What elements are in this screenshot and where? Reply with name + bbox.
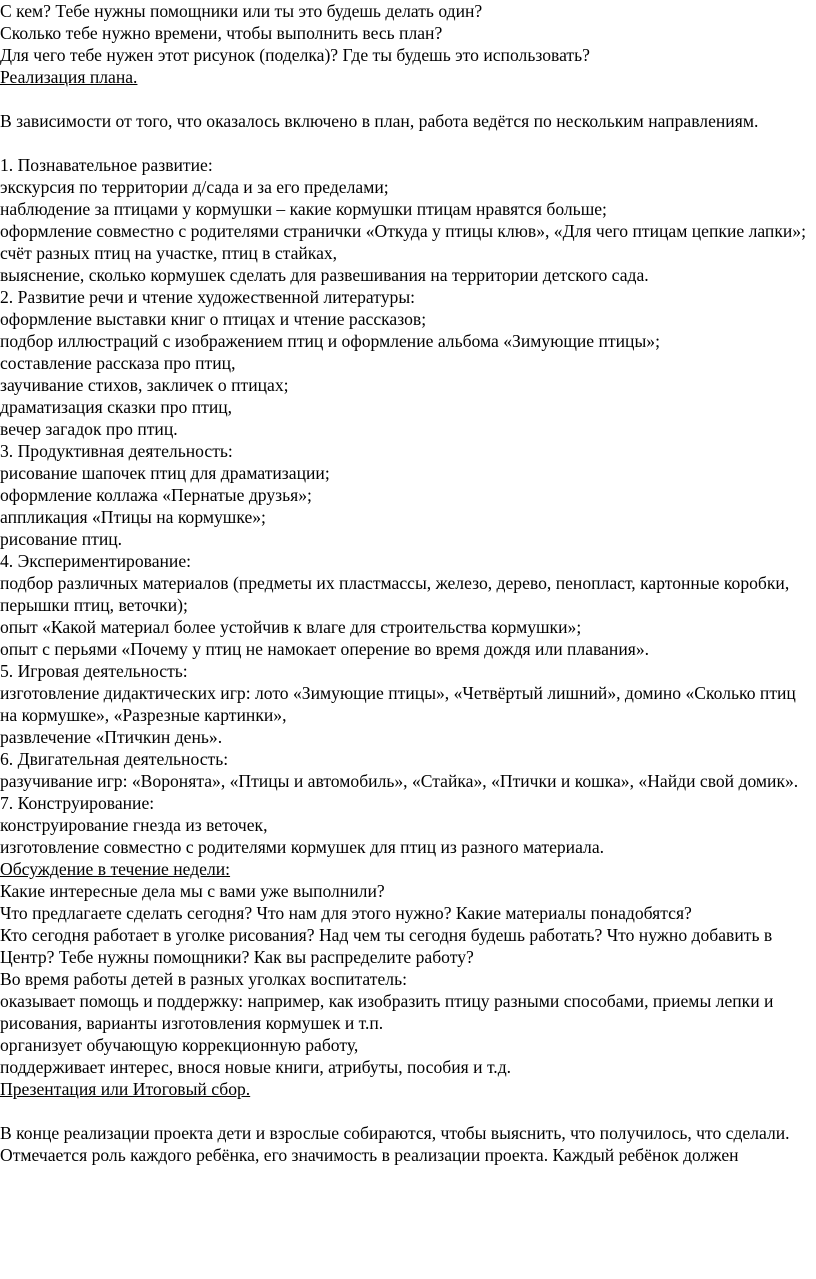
text-line: изготовление дидактических игр: лото «Зимующие птицы», «Четвёртый лишний», домино «Сколько птиц на кормушке», «Разрезные картинки», [0,683,796,725]
text-line: экскурсия по территории д/сада и за его пределами; [0,177,389,197]
list-heading: 4. Экспериментирование: [0,551,192,571]
text-line: выяснение, сколько кормушек сделать для развешивания на территории детского сада. [0,265,649,285]
text-line: организует обучающую коррекционную работу, [0,1035,359,1055]
text-line: заучивание стихов, закличек о птицах; [0,375,289,395]
text-line: оформление коллажа «Пернатые друзья»; [0,485,312,505]
list-heading: 2. Развитие речи и чтение художественной литературы: [0,287,416,307]
text-line: Для чего тебе нужен этот рисунок (поделка)? Где ты будешь это использовать? [0,45,590,65]
list-heading: 1. Познавательное развитие: [0,155,213,175]
text-line: рисование шапочек птиц для драматизации; [0,463,330,483]
list-heading: 6. Двигательная деятельность: [0,749,229,769]
text-line: развлечение «Птичкин день». [0,727,223,747]
text-line: Что предлагаете сделать сегодня? Что нам для этого нужно? Какие материалы понадобятся? [0,903,692,923]
text-line: С кем? Тебе нужны помощники или ты это будешь делать один? [0,1,483,21]
section-heading: Обсуждение в течение недели: [0,859,231,879]
section-heading: Реализация плана. [0,67,138,87]
text-line: конструирование гнезда из веточек, [0,815,268,835]
text-line: составление рассказа про птиц, [0,353,236,373]
list-heading: 5. Игровая деятельность: [0,661,188,681]
text-line: наблюдение за птицами у кормушки – какие кормушки птицам нравятся больше; [0,199,607,219]
text-line: подбор различных материалов (предметы их пластмассы, железо, дерево, пенопласт, картонные коробки, перышки птиц, веточки); [0,573,790,615]
text-line: В зависимости от того, что оказалось включено в план, работа ведётся по нескольким направлениям. [0,111,759,131]
text-line: разучивание игр: «Воронята», «Птицы и автомобиль», «Стайка», «Птички и кошка», «Найди свой домик». [0,771,799,791]
text-line: Во время работы детей в разных уголках воспитатель: [0,969,407,989]
text-line: подбор иллюстраций с изображением птиц и оформление альбома «Зимующие птицы»; [0,331,660,351]
text-line: рисование птиц. [0,529,123,549]
list-heading: 7. Конструирование: [0,793,155,813]
list-heading: 3. Продуктивная деятельность: [0,441,233,461]
text-line: оформление совместно с родителями странички «Откуда у птицы клюв», «Для чего птицам цепкие лапки»; [0,221,806,241]
text-line: драматизация сказки про птиц, [0,397,233,417]
text-line: счёт разных птиц на участке, птиц в стайках, [0,243,338,263]
text-line: поддерживает интерес, внося новые книги, атрибуты, пособия и т.д. [0,1057,512,1077]
text-line: опыт «Какой материал более устойчив к влаге для строительства кормушки»; [0,617,582,637]
blank-line [0,132,810,154]
blank-line [0,88,810,110]
text-line: аппликация «Птицы на кормушке»; [0,507,266,527]
text-line: Сколько тебе нужно времени, чтобы выполнить весь план? [0,23,443,43]
blank-line [0,1100,810,1122]
text-line: Отмечается роль каждого ребёнка, его значимость в реализации проекта. Каждый ребёнок должен [0,1145,739,1165]
text-line: оформление выставки книг о птицах и чтение рассказов; [0,309,427,329]
text-line: Кто сегодня работает в уголке рисования? Над чем ты сегодня будешь работать? Что нужно добавить в Центр? Тебе нужны помощники? Как вы распределите работу? [0,925,773,967]
text-line: В конце реализации проекта дети и взрослые собираются, чтобы выяснить, что получилось, что сделали. [0,1123,790,1143]
text-line: изготовление совместно с родителями кормушек для птиц из разного материала. [0,837,605,857]
section-heading: Презентация или Итоговый сбор. [0,1079,251,1099]
text-line: оказывает помощь и поддержку: например, как изобразить птицу разными способами, приемы лепки и рисования, варианты изготовления кормушек и т.п. [0,991,774,1033]
text-line: вечер загадок про птиц. [0,419,178,439]
text-line: Какие интересные дела мы с вами уже выполнили? [0,881,385,901]
text-line: опыт с перьями «Почему у птиц не намокает оперение во время дождя или плавания». [0,639,650,659]
